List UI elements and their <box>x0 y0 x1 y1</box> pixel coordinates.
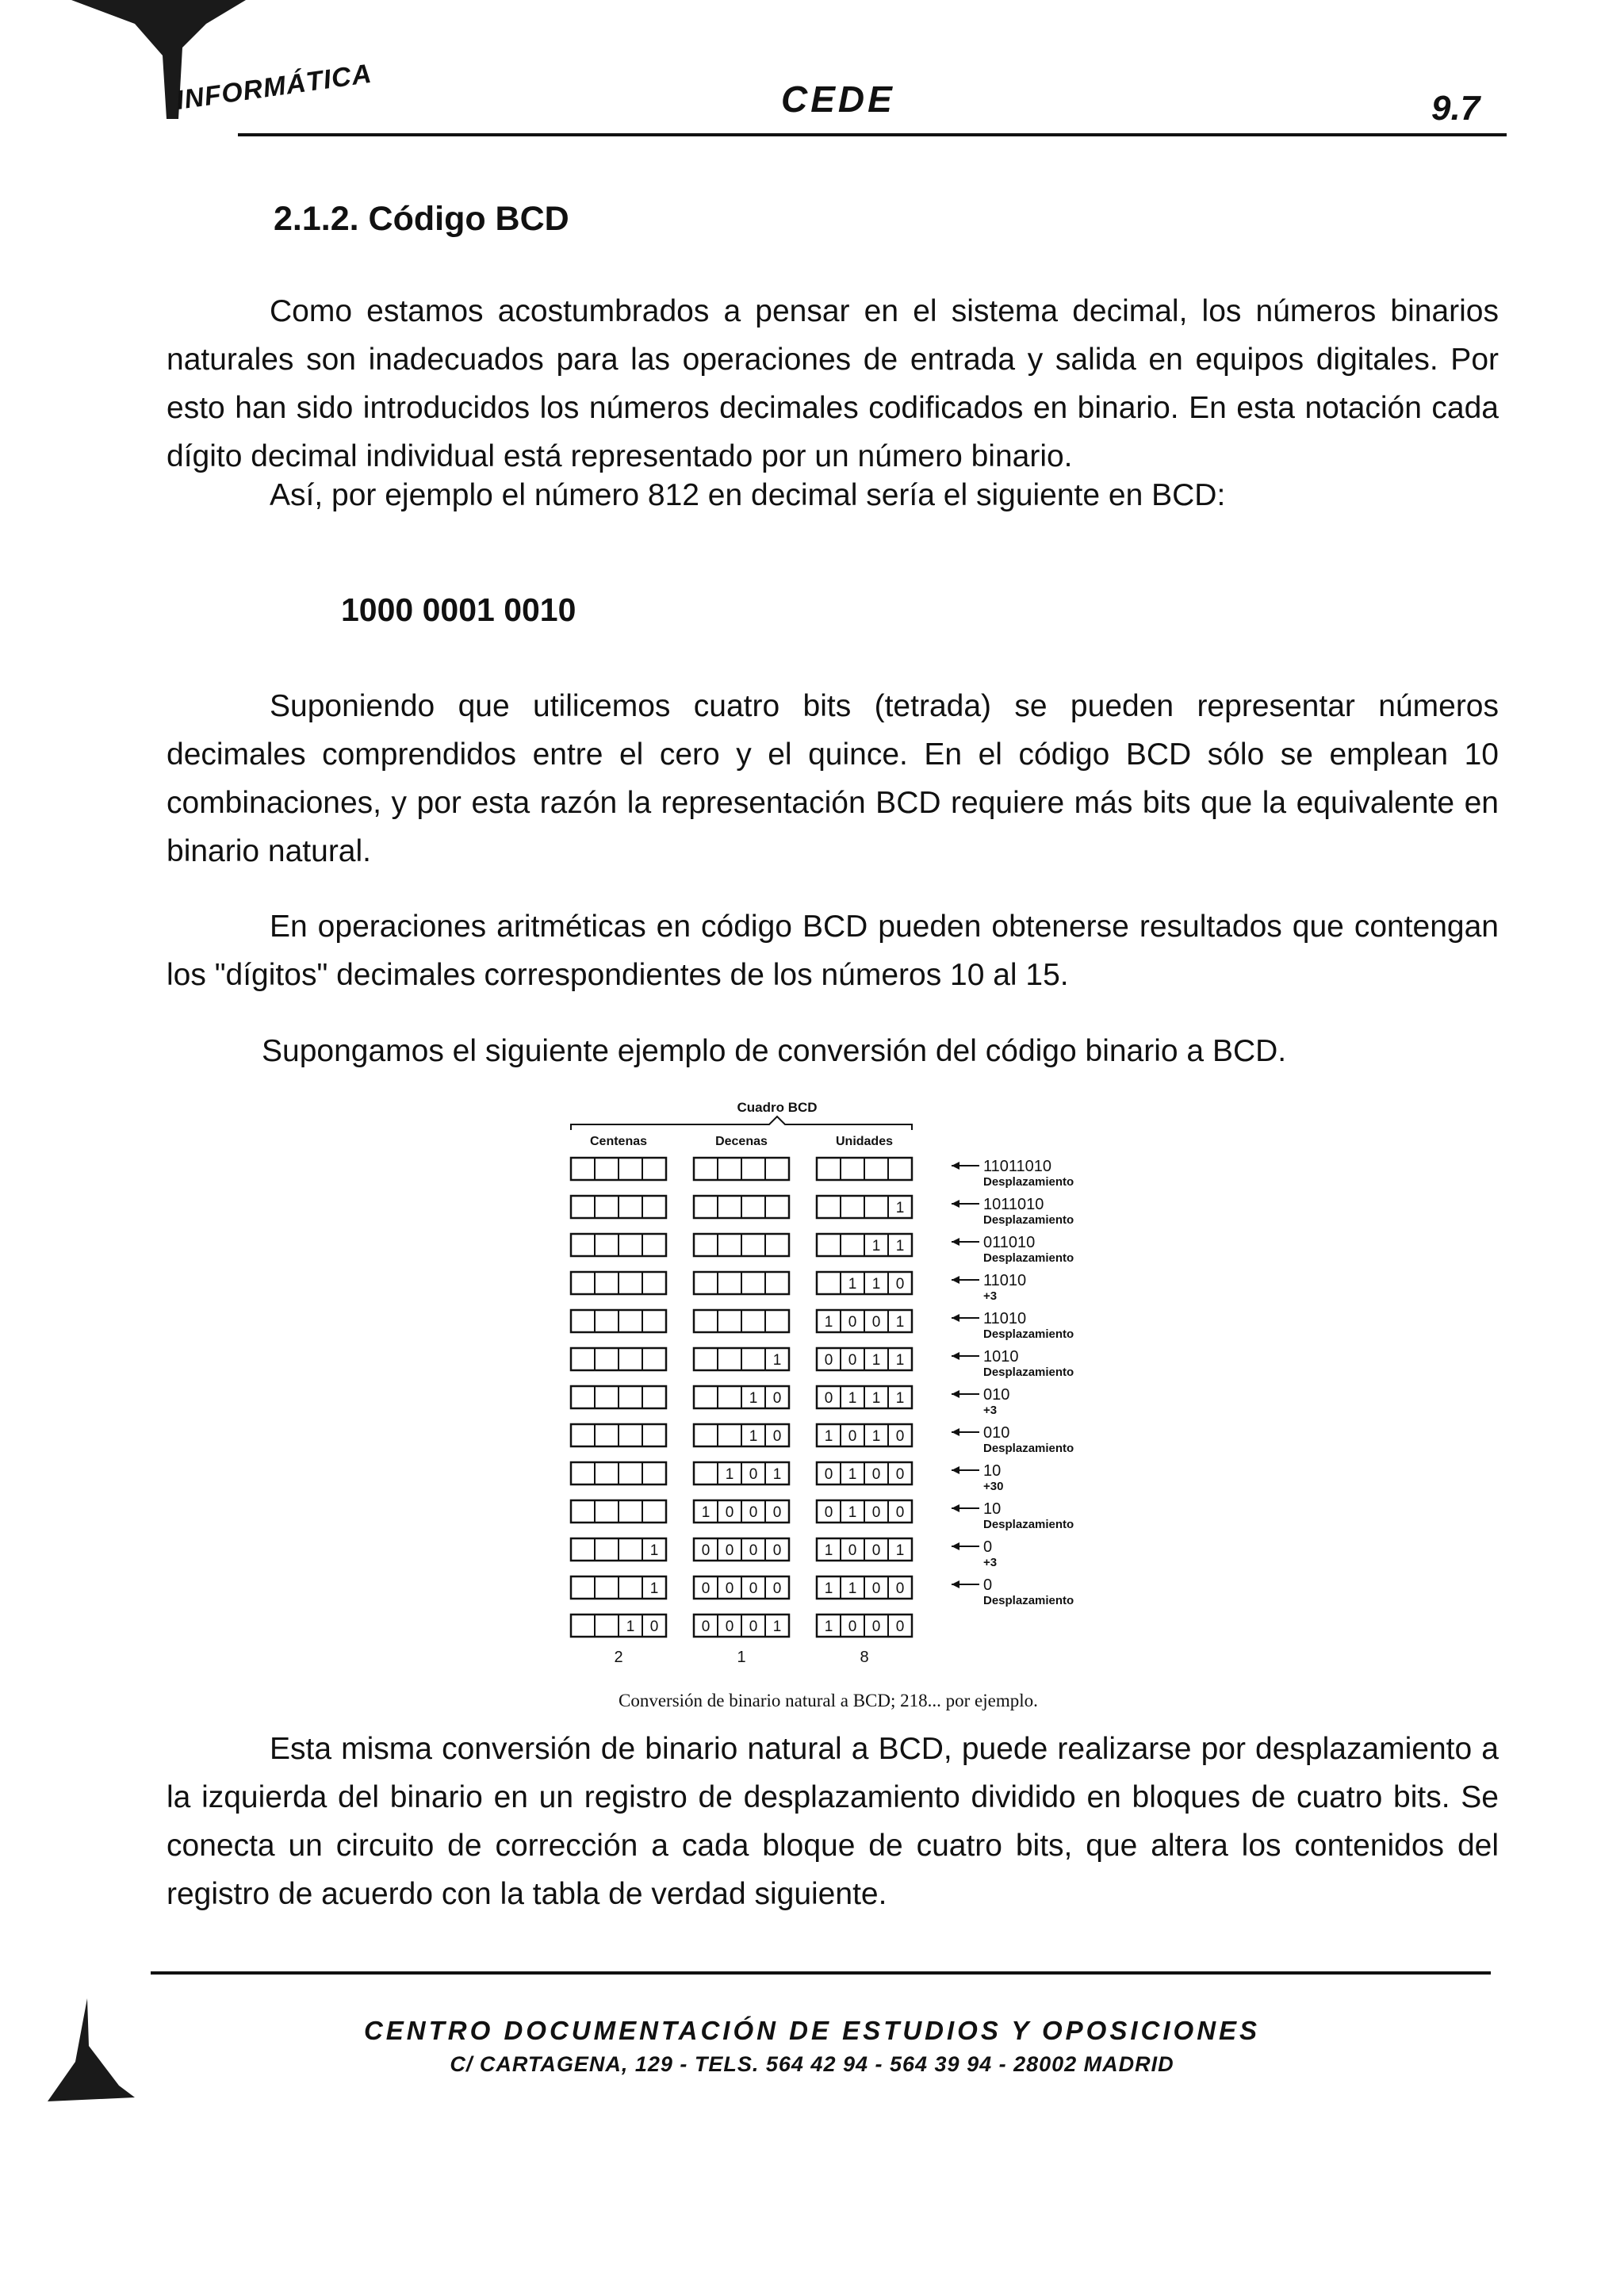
footer-rule <box>151 1971 1491 1975</box>
register-bit: 0 <box>772 1504 782 1521</box>
column-header: Decenas <box>715 1135 768 1148</box>
register-bit: 1 <box>848 1390 857 1407</box>
register-bit: 1 <box>725 1466 734 1483</box>
paragraph-arithmetic: En operaciones aritméticas en código BCD pueden obtenerse resultados que contengan los "dígitos" decimales correspondientes de los números 10 al 15. <box>167 910 1499 992</box>
register-bit: 1 <box>749 1428 758 1445</box>
input-arrowhead <box>952 1352 959 1360</box>
register-bit: 1 <box>895 1390 905 1407</box>
figure-brace <box>571 1117 912 1130</box>
register-bit: 1 <box>772 1466 782 1483</box>
register-bit: 1 <box>871 1238 881 1255</box>
register-bit: 1 <box>848 1466 857 1483</box>
result-digit: 2 <box>614 1649 623 1666</box>
register-bit: 0 <box>824 1466 833 1483</box>
register-bit: 0 <box>749 1466 758 1483</box>
input-arrowhead <box>952 1580 959 1588</box>
register-bit: 0 <box>772 1580 782 1597</box>
register-bit: 0 <box>871 1542 881 1559</box>
register-bit: 1 <box>649 1542 659 1559</box>
register-bit: 0 <box>871 1618 881 1635</box>
shift-step-note: +3 <box>983 1404 998 1417</box>
input-arrowhead <box>952 1314 959 1322</box>
shift-input-bits: 10 <box>983 1462 1002 1480</box>
input-arrowhead <box>952 1428 959 1436</box>
register-bit: 0 <box>772 1428 782 1445</box>
shift-input-bits: 010 <box>983 1424 1010 1442</box>
shift-input-bits: 011010 <box>983 1234 1036 1251</box>
bcd-conversion-figure <box>547 1094 1245 1681</box>
register-bit: 1 <box>824 1542 833 1559</box>
register-bit: 0 <box>749 1504 758 1521</box>
shift-input-bits: 1011010 <box>983 1196 1044 1213</box>
input-arrowhead <box>952 1504 959 1512</box>
header-section-label: INFORMÁTICA <box>174 58 374 117</box>
register-bit: 1 <box>772 1618 782 1635</box>
header-rule <box>238 133 1507 136</box>
paragraph-tetrad: Suponiendo que utilicemos cuatro bits (tetrada) se pueden representar números decimales comprendidos entre el cero y el quince. En el código BCD sólo se emplean 10 combinaciones, y por esta razón la representación BCD requiere más bits que la equivalente en binario natural. <box>167 689 1499 868</box>
paragraph-shift-register: Esta misma conversión de binario natural a BCD, puede realizarse por desplazamiento a la izquierda del binario en un registro de desplazamiento dividido en bloques de cuatro bits. Se conecta un circuito de corrección a cada bloque de cuatro bits, que altera los contenidos del registro de acuerdo con la tabla de verdad siguiente. <box>167 1732 1499 1911</box>
bcd-example-value: 1000 0001 0010 <box>341 592 576 628</box>
register-bit: 1 <box>701 1504 710 1521</box>
register-bit: 1 <box>824 1428 833 1445</box>
register-bit: 1 <box>649 1580 659 1597</box>
register-bit: 0 <box>749 1580 758 1597</box>
register-bit: 0 <box>725 1542 734 1559</box>
shift-input-bits: 0 <box>983 1576 993 1594</box>
register-bit: 0 <box>848 1428 857 1445</box>
register-bit: 0 <box>701 1618 710 1635</box>
register-bit: 0 <box>848 1314 857 1331</box>
figure-caption: Conversión de binario natural a BCD; 218... por ejemplo. <box>619 1691 1038 1710</box>
shift-input-bits: 11010 <box>983 1272 1027 1289</box>
register-bit: 1 <box>772 1352 782 1369</box>
register-bit: 1 <box>848 1580 857 1597</box>
paragraph-example-intro: Así, por ejemplo el número 812 en decimal sería el siguiente en BCD: <box>270 478 1226 512</box>
register-bit: 1 <box>895 1352 905 1369</box>
shift-step-note: Desplazamiento <box>983 1327 1074 1341</box>
register-bit: 1 <box>871 1352 881 1369</box>
shift-step-note: +3 <box>983 1556 998 1569</box>
result-digit: 1 <box>737 1649 746 1666</box>
register-bit: 0 <box>848 1542 857 1559</box>
shift-input-bits: 0 <box>983 1538 993 1556</box>
register-bit: 0 <box>895 1466 905 1483</box>
shift-input-bits: 010 <box>983 1386 1010 1404</box>
input-arrowhead <box>952 1466 959 1474</box>
register-bit: 0 <box>725 1580 734 1597</box>
register-bit: 0 <box>701 1542 710 1559</box>
shift-step-note: Desplazamiento <box>983 1518 1074 1531</box>
register-bit: 0 <box>749 1618 758 1635</box>
shift-step-note: Desplazamiento <box>983 1366 1074 1379</box>
shift-input-bits: 10 <box>983 1500 1002 1518</box>
register-bit: 0 <box>772 1390 782 1407</box>
figure-title: Cuadro BCD <box>737 1100 818 1115</box>
register-bit: 0 <box>895 1428 905 1445</box>
column-header: Unidades <box>835 1135 894 1148</box>
shift-step-note: +30 <box>983 1480 1004 1493</box>
shift-input-bits: 11010 <box>983 1310 1027 1327</box>
register-bit: 1 <box>895 1238 905 1255</box>
shift-step-note: Desplazamiento <box>983 1594 1074 1607</box>
shift-step-note: Desplazamiento <box>983 1213 1074 1227</box>
result-digit: 8 <box>860 1649 869 1666</box>
footer-organization: CENTRO DOCUMENTACIÓN DE ESTUDIOS Y OPOSICIONES <box>363 2016 1261 2045</box>
register-bit: 0 <box>848 1618 857 1635</box>
register-bit: 1 <box>895 1542 905 1559</box>
register-bit: 0 <box>824 1390 833 1407</box>
footer-address: C/ CARTAGENA, 129 - TELS. 564 42 94 - 564 39 94 - 28002 MADRID <box>450 2052 1174 2076</box>
register-bit: 0 <box>772 1542 782 1559</box>
input-arrowhead <box>952 1390 959 1398</box>
register-bit: 1 <box>824 1580 833 1597</box>
shift-step-note: Desplazamiento <box>983 1251 1074 1265</box>
input-arrowhead <box>952 1162 959 1170</box>
register-bit: 0 <box>871 1466 881 1483</box>
register-bit: 1 <box>895 1314 905 1331</box>
register-bit: 0 <box>871 1580 881 1597</box>
shift-input-bits: 11011010 <box>983 1158 1052 1175</box>
register-bit: 1 <box>871 1390 881 1407</box>
section-title: 2.1.2. Código BCD <box>274 200 569 238</box>
register-bit: 1 <box>626 1618 635 1635</box>
register-bit: 0 <box>895 1504 905 1521</box>
register-bit: 0 <box>871 1504 881 1521</box>
input-arrowhead <box>952 1238 959 1246</box>
register-bit: 0 <box>824 1504 833 1521</box>
register-bit: 0 <box>649 1618 659 1635</box>
shift-step-note: +3 <box>983 1289 998 1303</box>
register-bit: 0 <box>895 1618 905 1635</box>
input-arrowhead <box>952 1200 959 1208</box>
register-bit: 1 <box>871 1428 881 1445</box>
register-bit: 0 <box>725 1618 734 1635</box>
shift-step-note: Desplazamiento <box>983 1175 1074 1189</box>
register-bit: 1 <box>848 1504 857 1521</box>
register-bit: 0 <box>848 1352 857 1369</box>
register-bit: 1 <box>749 1390 758 1407</box>
register-bit: 0 <box>701 1580 710 1597</box>
shift-input-bits: 1010 <box>983 1348 1019 1366</box>
register-bit: 0 <box>824 1352 833 1369</box>
input-arrowhead <box>952 1542 959 1550</box>
register-bit: 0 <box>871 1314 881 1331</box>
paragraph-conversion-example: Supongamos el siguiente ejemplo de conversión del código binario a BCD. <box>262 1034 1287 1068</box>
header-logo-text: CEDE <box>781 79 895 120</box>
input-arrowhead <box>952 1276 959 1284</box>
register-bit: 1 <box>871 1276 881 1293</box>
column-header: Centenas <box>589 1135 648 1148</box>
register-bit: 1 <box>824 1618 833 1635</box>
register-bit: 1 <box>824 1314 833 1331</box>
register-bit: 0 <box>895 1276 905 1293</box>
register-bit: 0 <box>725 1504 734 1521</box>
paragraph-intro: Como estamos acostumbrados a pensar en el sistema decimal, los números binarios naturales son inadecuados para las operaciones de entrada y salida en equipos digitales. Por esto han sido introducidos los números decimales codificados en binario. En esta notación cada dígito decimal individual está representado por un número binario. <box>167 294 1499 473</box>
register-bit: 0 <box>749 1542 758 1559</box>
page-number: 9.7 <box>1431 89 1480 128</box>
shift-step-note: Desplazamiento <box>983 1442 1074 1455</box>
register-bit: 1 <box>848 1276 857 1293</box>
register-bit: 1 <box>895 1200 905 1216</box>
register-bit: 0 <box>895 1580 905 1597</box>
